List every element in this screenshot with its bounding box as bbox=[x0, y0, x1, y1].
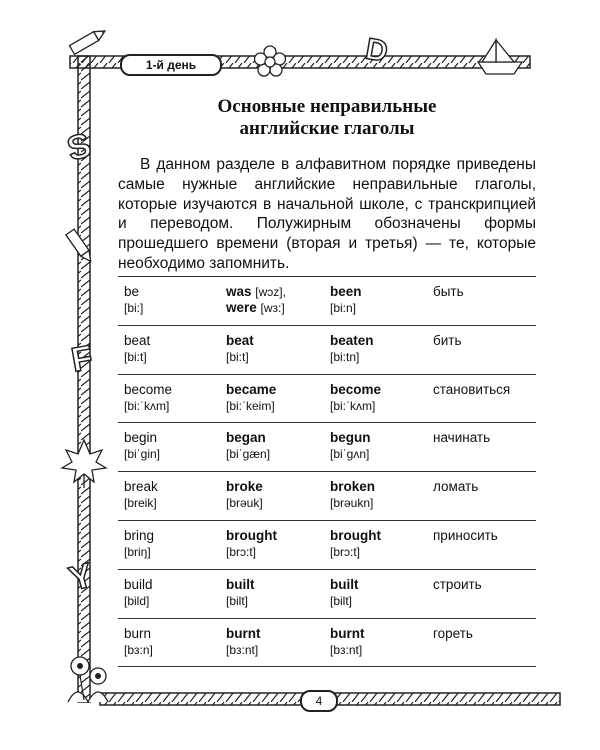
svg-text:D: D bbox=[363, 32, 391, 69]
page-number: 4 bbox=[300, 690, 338, 712]
letter-f-icon bbox=[69, 339, 96, 380]
verb-base-transcription: [bi:] bbox=[124, 301, 144, 315]
verb-translation: приносить bbox=[433, 527, 498, 543]
verb-past-transcription: [bз:nt] bbox=[226, 642, 259, 657]
verb-participle-transcription: [bi:n] bbox=[330, 301, 357, 315]
verb-base: burn bbox=[124, 625, 152, 641]
verb-base-transcription: [biˈgin] bbox=[124, 447, 161, 462]
verb-participle: become bbox=[330, 381, 382, 397]
verb-participle-transcription: [biˈgʌn] bbox=[330, 447, 370, 462]
letter-y-icon bbox=[65, 556, 97, 599]
title-line-1: Основные неправильные bbox=[217, 96, 437, 117]
verb-translation: быть bbox=[433, 284, 464, 299]
verb-participle: beaten bbox=[330, 332, 374, 348]
irregular-verbs-table bbox=[118, 276, 536, 667]
verb-base: build bbox=[124, 576, 153, 592]
verb-past-alt-transcription: [wз:] bbox=[260, 301, 285, 315]
verb-participle: built bbox=[330, 576, 359, 592]
svg-text:S: S bbox=[63, 126, 96, 169]
verb-base: beat bbox=[124, 332, 151, 348]
svg-text:F: F bbox=[68, 338, 96, 380]
verb-participle-transcription: [brəukn] bbox=[330, 496, 374, 511]
table-row bbox=[118, 520, 536, 569]
verb-translation: начинать bbox=[433, 430, 491, 446]
verb-translation: бить bbox=[433, 332, 462, 348]
table-row bbox=[118, 277, 536, 326]
page-title bbox=[120, 96, 534, 140]
pencil-icon bbox=[70, 27, 108, 55]
verb-past: built bbox=[226, 576, 255, 592]
table-row bbox=[118, 423, 536, 472]
leaf-icon bbox=[62, 440, 106, 488]
verb-participle: burnt bbox=[330, 625, 365, 641]
verb-participle: been bbox=[330, 284, 362, 299]
verb-translation: гореть bbox=[433, 625, 473, 641]
verb-participle-transcription: [bi:tn] bbox=[330, 349, 360, 364]
verb-past: burnt bbox=[226, 625, 261, 641]
verb-base-transcription: [breik] bbox=[124, 496, 157, 511]
verb-past-alt: were bbox=[226, 300, 257, 315]
verb-base-transcription: [bз:n] bbox=[124, 642, 153, 657]
table-row bbox=[118, 374, 536, 423]
verb-past-transcription: [bi:t] bbox=[226, 349, 249, 364]
verb-past: became bbox=[226, 381, 277, 397]
verb-translation: ломать bbox=[433, 479, 479, 495]
verb-past: beat bbox=[226, 332, 254, 348]
verb-past-transcription: [brəuk] bbox=[226, 496, 263, 511]
day-label: 1-й день bbox=[120, 54, 222, 76]
table-row bbox=[118, 618, 536, 667]
table-row bbox=[118, 569, 536, 618]
verb-base: become bbox=[124, 381, 173, 397]
verb-base: bring bbox=[124, 527, 155, 543]
verb-participle-transcription: [bilt] bbox=[330, 593, 353, 608]
verb-past-transcription: [wɔz], bbox=[255, 285, 286, 299]
verb-past-transcription: [brɔ:t] bbox=[226, 544, 257, 559]
verb-translation: строить bbox=[433, 576, 482, 592]
flower-icon bbox=[255, 46, 286, 76]
verb-past-transcription: [biˈgæn] bbox=[226, 447, 271, 462]
table-row bbox=[118, 325, 536, 374]
verb-past: began bbox=[226, 430, 266, 446]
verb-base-transcription: [briŋ] bbox=[124, 544, 151, 559]
verb-base-transcription: [bild] bbox=[124, 593, 150, 608]
intro-paragraph: В данном разделе в алфавитном порядке приведены самые нужные английские неправильные глаголы, которые изучаются в начальной школе, с транскрипцией и переводом. Полужирным обозначены формы прошедшего времени (вторая и третья) — те, которые необходимо запомнить. bbox=[118, 156, 536, 272]
verb-participle-transcription: [bз:nt] bbox=[330, 642, 363, 657]
verb-participle-transcription: [brɔ:t] bbox=[330, 544, 361, 559]
verb-past: brought bbox=[226, 527, 277, 543]
title-line-2: английские глаголы bbox=[239, 118, 415, 139]
verb-participle-transcription: [bi:ˈkʌm] bbox=[330, 398, 376, 413]
verb-base-transcription: [bi:t] bbox=[124, 349, 147, 364]
verb-past: broke bbox=[226, 479, 263, 495]
verb-past-transcription: [bi:ˈkeim] bbox=[226, 398, 275, 413]
verb-participle: brought bbox=[330, 527, 381, 543]
verb-base: be bbox=[124, 284, 140, 299]
verb-translation: становиться bbox=[433, 381, 511, 397]
svg-text:Y: Y bbox=[65, 556, 98, 599]
verb-participle: broken bbox=[330, 479, 376, 495]
verb-past: was bbox=[226, 284, 252, 299]
verb-participle: begun bbox=[330, 430, 371, 446]
table-row bbox=[118, 472, 536, 521]
verb-base: begin bbox=[124, 430, 158, 446]
verb-base-transcription: [bi:ˈkʌm] bbox=[124, 398, 170, 413]
verb-base: break bbox=[124, 479, 158, 495]
verb-past-transcription: [bilt] bbox=[226, 593, 249, 608]
